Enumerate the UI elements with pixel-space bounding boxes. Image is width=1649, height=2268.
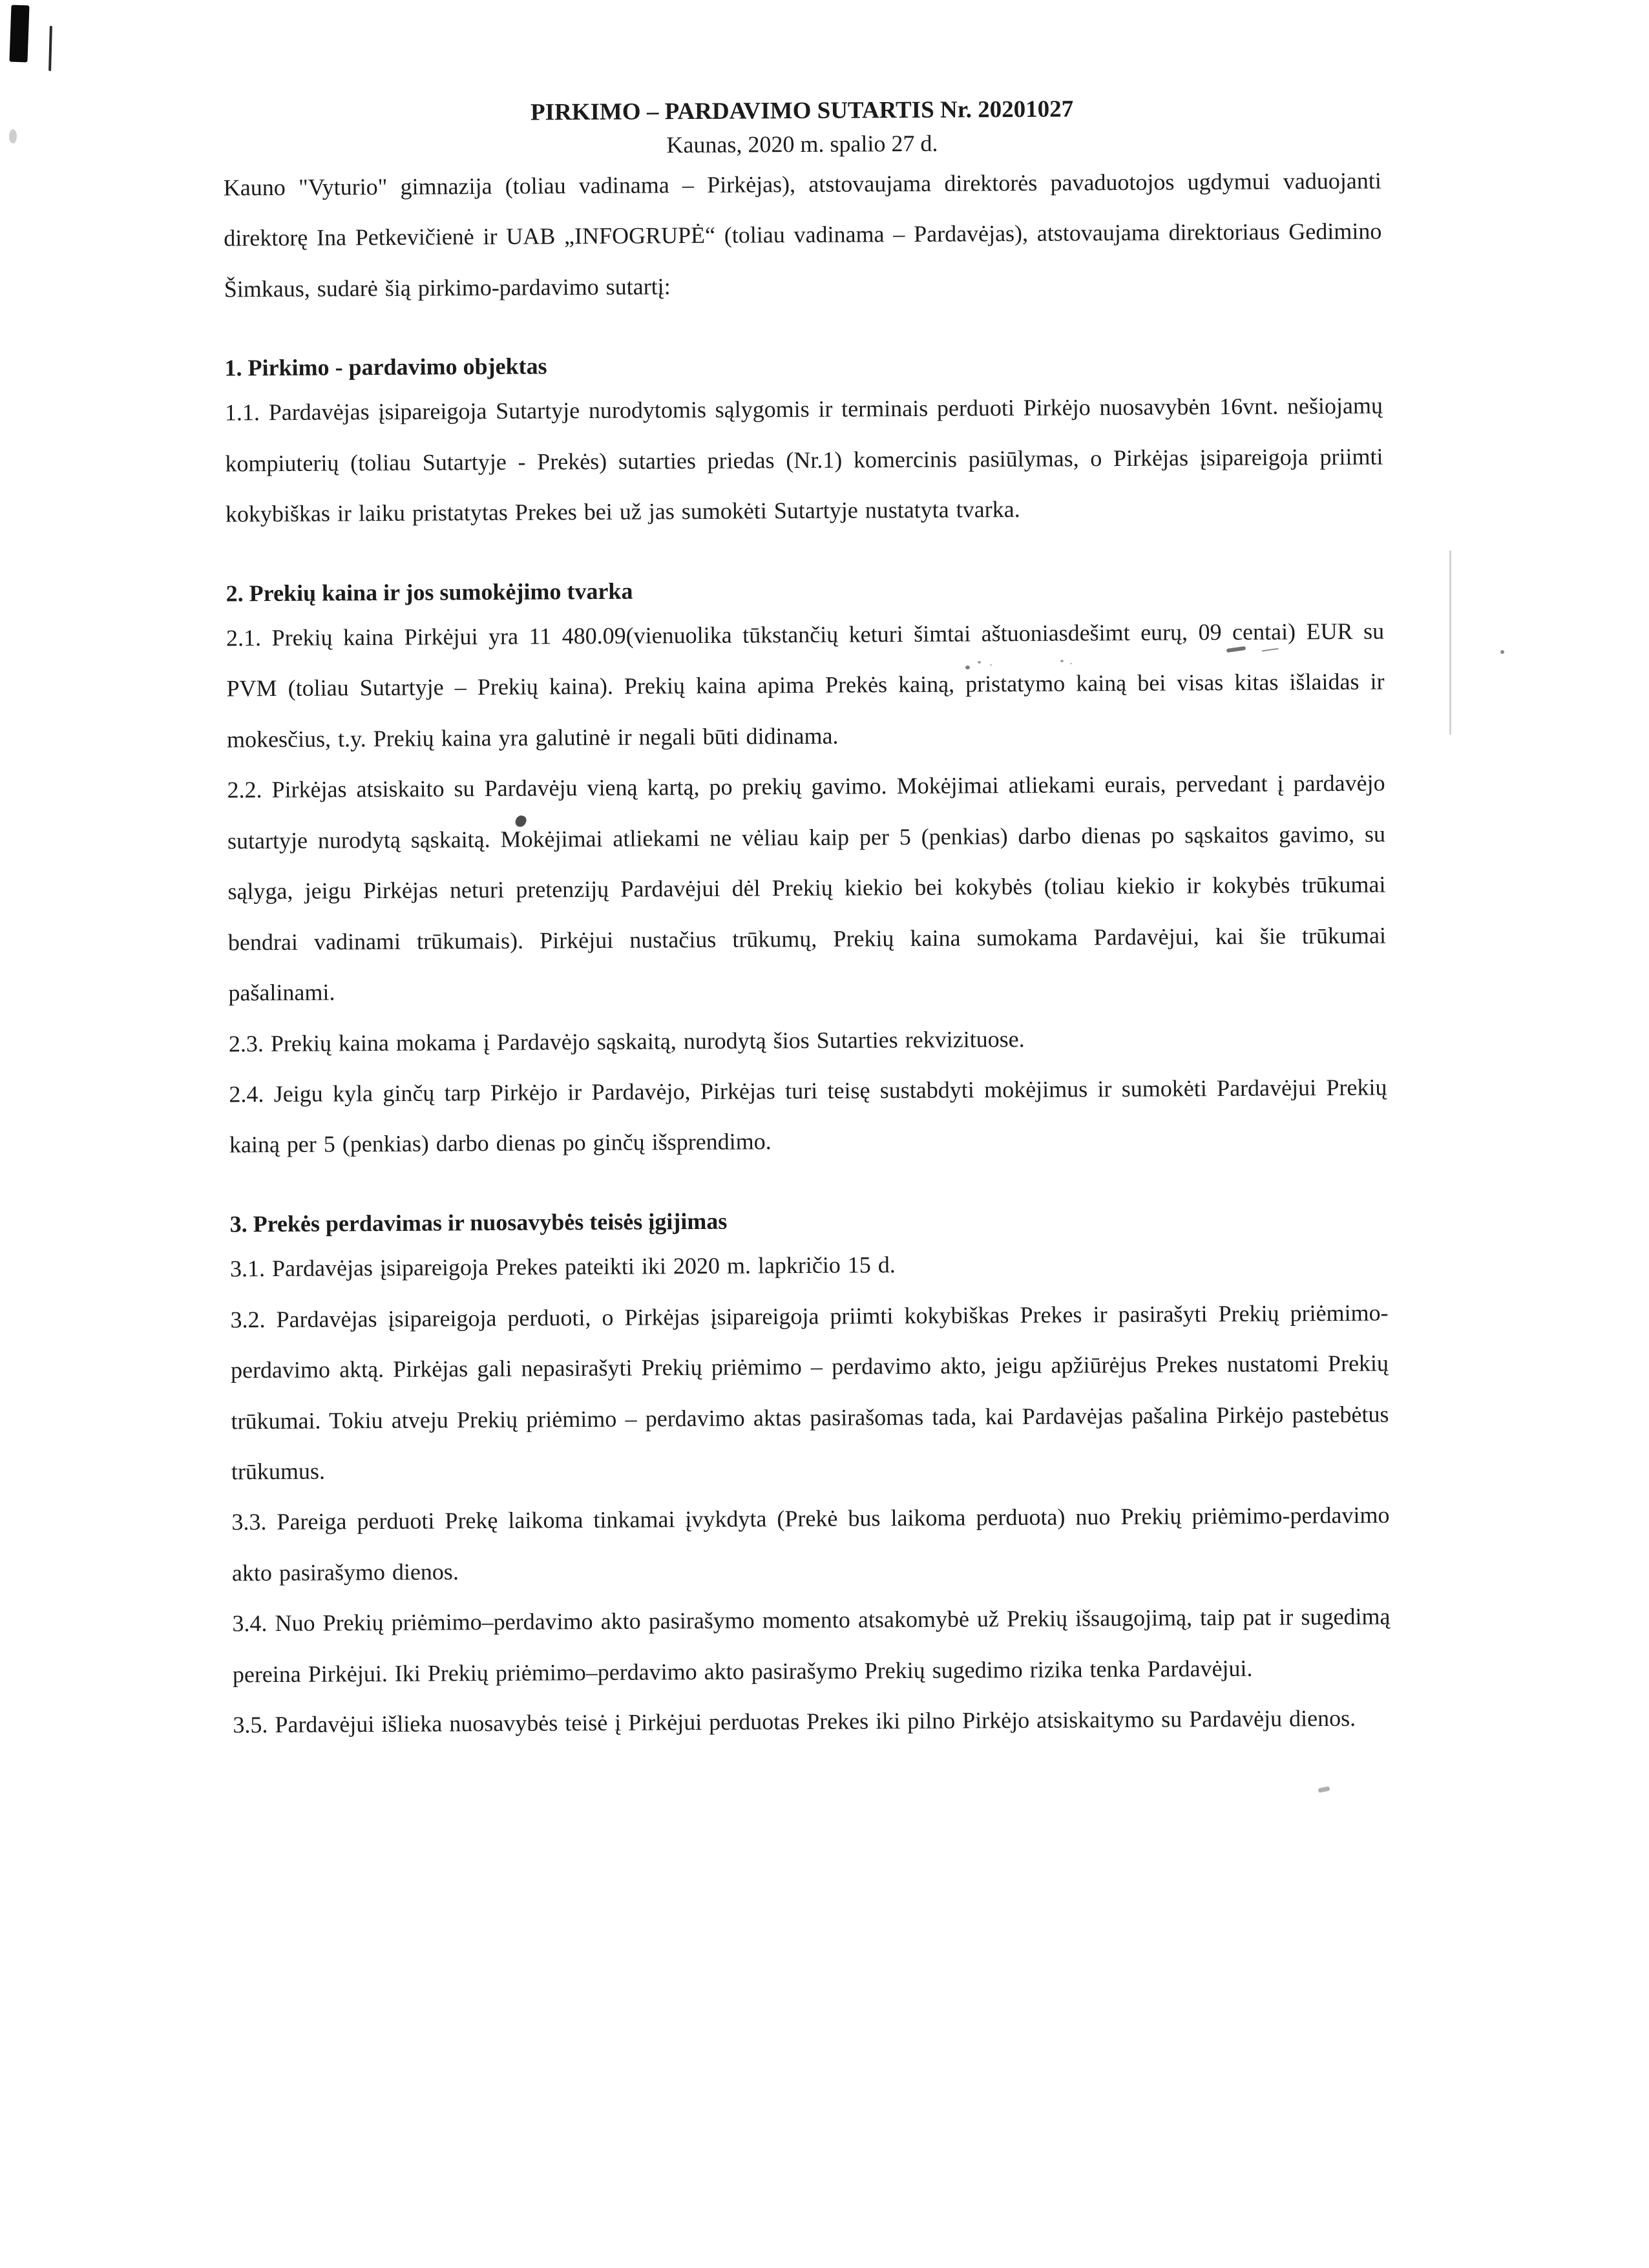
section-2-heading: 2. Prekių kaina ir jos sumokėjimo tvarka <box>226 578 633 607</box>
section-3 <box>230 1203 1391 1750</box>
section-2 <box>226 572 1388 1170</box>
intro-paragraph: Kauno "Vyturio" gimnazija (toliau vadinama – Pirkėjas), atstovaujama direktorės pavaduotojos ugdymui vaduojanti direktorę Ina Petkevičienė ir UAB „INFOGRUPĖ“ (toliau vadinama – Pardavėjas), atstovaujama direktoriaus Gedimino Šimkaus, sudarė šią pirkimo-pardavimo sutartį: <box>223 167 1382 302</box>
scan-artifact-corner-blot <box>9 5 29 63</box>
section-1-heading: 1. Pirkimo - pardavimo objektas <box>224 353 547 381</box>
contract-content <box>223 94 1391 1751</box>
clause-3-4: 3.4. Nuo Prekių priėmimo–perdavimo akto pasirašymo momento atsakomybė už Prekių išsaugojimą, taip pat ir sugedimą pereina Pirkėjui. Iki Prekių priėmimo–perdavimo akto pasirašymo Prekių sugedimo rizika tenka Pardavėjui. <box>232 1603 1391 1688</box>
clause-2-3: 2.3. Prekių kaina mokama į Pardavėjo sąskaitą, nurodytą šios Sutarties rekvizituose. <box>228 1025 1025 1056</box>
clause-1-1: 1.1. Pardavėjas įsipareigoja Sutartyje nurodytomis sąlygomis ir terminais perduoti Pirkėjo nuosavybėn 16vnt. nešiojamų kompiuterių (toliau Sutartyje - Prekės) sutarties priedas (Nr.1) komercinis pasiūlymas, o Pirkėjas įsipareigoja priimti kokybiškas ir laiku pristatytas Prekes bei už jas sumokėti Sutartyje nustatyta tvarka. <box>224 392 1383 527</box>
clause-3-5: 3.5. Pardavėjui išlieka nuosavybės teisė į Pirkėjui perduotas Prekes iki pilno Pirkėjo atsiskaitymo su Pardavėju dienos. <box>233 1705 1356 1738</box>
section-1 <box>224 348 1383 540</box>
scan-artifact-pen-stroke <box>48 26 52 71</box>
scan-artifact-small-mark <box>1318 1786 1330 1793</box>
document-date-line: Kaunas, 2020 m. spalio 27 d. <box>666 131 938 158</box>
section-3-heading: 3. Prekės perdavimas ir nuosavybės teisės įgijimas <box>229 1208 728 1237</box>
clause-3-2: 3.2. Pardavėjas įsipareigoja perduoti, o Pirkėjas įsipareigoja priimti kokybiškas Prekes ir pasirašyti Prekių priėmimo-perdavimo aktą. Pirkėjas gali nepasirašyti Prekių priėmimo – perdavimo akto, jeigu apžiūrėjus Prekes nustatomi Prekių trūkumai. Tokiu atveju Prekių priėmimo – perdavimo aktas pasirašomas tada, kai Pardavėjas pašalina Pirkėjo pastebėtus trūkumus. <box>230 1299 1389 1485</box>
clause-3-1: 3.1. Pardavėjas įsipareigoja Prekes pateikti iki 2020 m. lapkričio 15 d. <box>229 1252 896 1282</box>
document-title: PIRKIMO – PARDAVIMO SUTARTIS Nr. 20201027 <box>530 96 1074 126</box>
scan-artifact-right-streak <box>1449 551 1451 735</box>
clause-2-4: 2.4. Jeigu kyla ginčų tarp Pirkėjo ir Pardavėjo, Pirkėjas turi teisę sustabdyti mokėjimus ir sumokėti Pardavėjui Prekių kainą per 5 (penkias) darbo dienas po ginčų išsprendimo. <box>229 1074 1387 1158</box>
clause-3-3: 3.3. Pareiga perduoti Prekę laikoma tinkamai įvykdyta (Prekė bus laikoma perduota) nuo Prekių priėmimo-perdavimo akto pasirašymo dienos. <box>231 1502 1390 1586</box>
clause-2-2: 2.2. Pirkėjas atsiskaito su Pardavėju vieną kartą, po prekių gavimo. Mokėjimai atliekami eurais, pervedant į pardavėjo sutartyje nurodytą sąskaitą. Mokėjimai atliekami ne vėliau kaip per 5 (penkias) darbo dienas po sąskaitos gavimo, su sąlyga, jeigu Pirkėjas neturi pretenzijų Pardavėjui dėl Prekių kiekio bei kokybės (toliau kiekio ir kokybės trūkumai bendrai vadinami trūkumais). Pirkėjui nustačius trūkumų, Prekių kaina sumokama Pardavėjui, kai šie trūkumai pašalinami. <box>227 770 1387 1006</box>
clause-2-1: 2.1. Prekių kaina Pirkėjui yra 11 480.09(vienuolika tūkstančių keturi šimtai aštuoniasdešimt eurų, 09 centai) EUR su PVM (toliau Sutartyje – Prekių kaina). Prekių kaina apima Prekės kainą, pristatymo kainą bei visas kitas išlaidas ir mokesčius, t.y. Prekių kaina yra galutinė ir negali būti didinama. <box>226 618 1385 753</box>
scan-artifact-noise-dot <box>1500 650 1504 654</box>
scan-artifact-left-smudge <box>9 129 17 143</box>
